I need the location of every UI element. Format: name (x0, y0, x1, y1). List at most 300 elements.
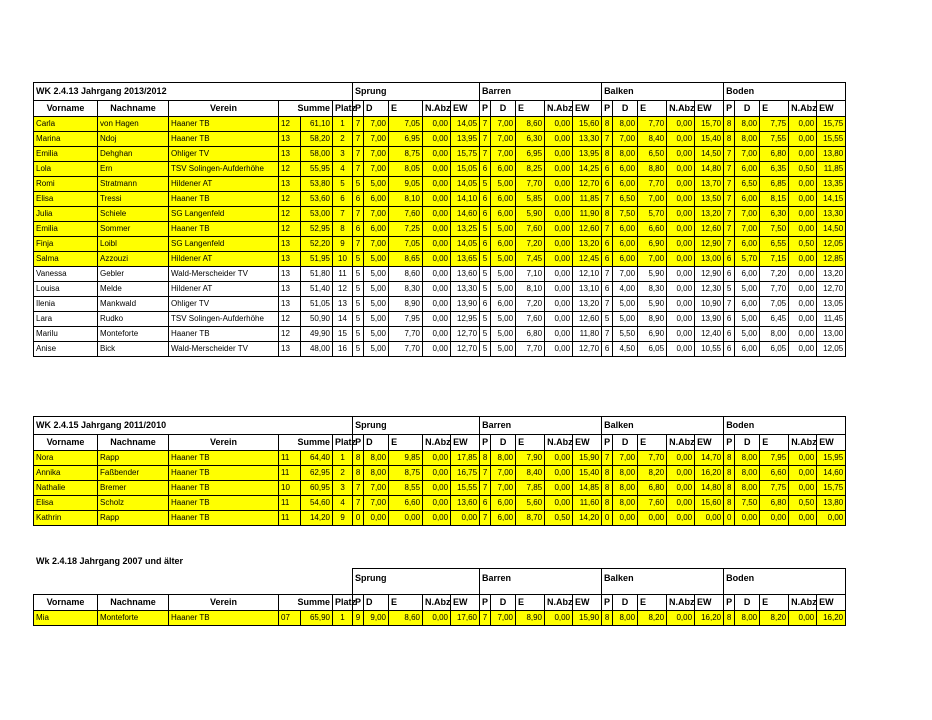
cell: 7 (353, 117, 364, 132)
cell: 14,15 (817, 192, 846, 207)
cell: 7,00 (735, 222, 760, 237)
cell: 6 (602, 162, 613, 177)
cell: 8 (602, 496, 613, 511)
cell: Anise (34, 342, 98, 357)
column-header: EW (817, 595, 846, 611)
cell: 7,00 (491, 147, 516, 162)
cell: Haaner TB (169, 117, 279, 132)
cell: Hildener AT (169, 177, 279, 192)
result-row (34, 132, 846, 147)
column-header: P (602, 435, 613, 451)
section-header-row (34, 569, 846, 595)
column-header: N.Abz (789, 101, 817, 117)
cell: 3 (333, 481, 353, 496)
cell: 0,00 (667, 132, 695, 147)
cell: 0,00 (423, 282, 451, 297)
cell: 8 (724, 611, 735, 626)
cell: 6,05 (638, 342, 667, 357)
cell: 15,40 (573, 466, 602, 481)
cell: 8,00 (735, 117, 760, 132)
cell: 0,00 (423, 511, 451, 526)
cell: 0,00 (423, 117, 451, 132)
cell: 17,60 (451, 611, 480, 626)
column-header: D (735, 435, 760, 451)
cell: 0,00 (789, 327, 817, 342)
cell: 7 (353, 496, 364, 511)
cell: 5 (480, 252, 491, 267)
column-header: N.Abz (423, 101, 451, 117)
cell: 8,00 (613, 147, 638, 162)
cell: 5,70 (638, 207, 667, 222)
cell: TSV Solingen-Aufderhöhe (169, 162, 279, 177)
cell: 13 (279, 177, 301, 192)
cell: 13,05 (817, 297, 846, 312)
cell: 12,70 (817, 282, 846, 297)
column-header: E (516, 595, 545, 611)
cell: Gebler (98, 267, 169, 282)
cell: 0,00 (667, 147, 695, 162)
cell: 5 (480, 327, 491, 342)
cell: Louisa (34, 282, 98, 297)
cell: 13,95 (451, 132, 480, 147)
cell: 8,00 (735, 132, 760, 147)
column-header: EW (817, 435, 846, 451)
cell: 8 (602, 117, 613, 132)
cell: 7,00 (613, 132, 638, 147)
cell: 6,05 (760, 342, 789, 357)
column-header: Vorname (34, 435, 98, 451)
cell: Schiele (98, 207, 169, 222)
cell: 6 (724, 342, 735, 357)
cell: 11,85 (573, 192, 602, 207)
column-header: P (480, 435, 491, 451)
cell: 13 (279, 282, 301, 297)
cell: 7,60 (516, 312, 545, 327)
cell: 15,75 (451, 147, 480, 162)
cell: 17,85 (451, 451, 480, 466)
cell: 14,50 (695, 147, 724, 162)
apparatus-sprung: Sprung (353, 417, 480, 435)
column-header: N.Abz (789, 595, 817, 611)
cell: 7,00 (735, 147, 760, 162)
cell: 7,20 (516, 237, 545, 252)
cell: 64,40 (301, 451, 333, 466)
cell: 12,10 (573, 267, 602, 282)
cell: 8,40 (516, 466, 545, 481)
cell: 8 (602, 147, 613, 162)
cell: 0,00 (423, 312, 451, 327)
cell: 60,95 (301, 481, 333, 496)
cell: 8,00 (735, 466, 760, 481)
cell: 6,00 (735, 237, 760, 252)
column-header: Summe (279, 101, 333, 117)
cell: 0,00 (789, 481, 817, 496)
column-header: E (389, 435, 423, 451)
cell: 7,00 (364, 162, 389, 177)
cell: 0,00 (423, 162, 451, 177)
cell: 0,00 (545, 117, 573, 132)
cell: 13 (279, 252, 301, 267)
cell: 6 (602, 237, 613, 252)
cell: 0,00 (817, 511, 846, 526)
cell: 0,00 (667, 511, 695, 526)
cell: 7,00 (364, 117, 389, 132)
cell: 13,20 (817, 267, 846, 282)
cell: 8,75 (389, 147, 423, 162)
cell: 7,70 (516, 342, 545, 357)
cell: 9,00 (364, 611, 389, 626)
column-header: EW (573, 435, 602, 451)
cell: 12,85 (817, 252, 846, 267)
cell: 11 (279, 511, 301, 526)
cell: 12,30 (695, 282, 724, 297)
apparatus-boden: Boden (724, 417, 846, 435)
cell: 15,60 (695, 496, 724, 511)
cell: Haaner TB (169, 496, 279, 511)
cell: 8,40 (638, 132, 667, 147)
column-header: Nachname (98, 101, 169, 117)
cell: 5,00 (491, 342, 516, 357)
column-header: P (724, 595, 735, 611)
cell: 0,00 (423, 611, 451, 626)
cell: 7 (353, 162, 364, 177)
cell: 0,50 (789, 496, 817, 511)
cell: 8,60 (389, 611, 423, 626)
cell: 49,90 (301, 327, 333, 342)
cell: 12,70 (573, 342, 602, 357)
section-header-row (34, 83, 846, 101)
cell: 0,50 (789, 237, 817, 252)
column-header: EW (695, 101, 724, 117)
result-row (34, 207, 846, 222)
cell: 15,75 (817, 117, 846, 132)
cell: 8,70 (516, 511, 545, 526)
cell: 7,70 (638, 177, 667, 192)
cell: Romi (34, 177, 98, 192)
cell: 8 (480, 451, 491, 466)
cell: Nathalie (34, 481, 98, 496)
column-header: E (516, 101, 545, 117)
cell: Hildener AT (169, 252, 279, 267)
cell: 8,00 (735, 481, 760, 496)
cell: 0,00 (545, 132, 573, 147)
cell: 7,55 (760, 132, 789, 147)
cell: 6,00 (491, 162, 516, 177)
cell: 6 (724, 327, 735, 342)
cell: 0 (724, 511, 735, 526)
cell: 7,05 (389, 237, 423, 252)
result-row (34, 466, 846, 481)
cell: 6,60 (760, 466, 789, 481)
cell: 11,45 (817, 312, 846, 327)
cell: 6,95 (389, 132, 423, 147)
cell: 6,90 (638, 327, 667, 342)
cell: 10 (333, 252, 353, 267)
cell: 0,00 (667, 162, 695, 177)
cell: 7,00 (364, 207, 389, 222)
cell: 5,00 (735, 327, 760, 342)
cell: 7 (353, 132, 364, 147)
cell: 6,00 (491, 496, 516, 511)
cell: 6 (724, 267, 735, 282)
cell: 13,25 (451, 222, 480, 237)
cell: 11 (279, 451, 301, 466)
column-header: D (613, 435, 638, 451)
cell: 5,60 (516, 496, 545, 511)
cell: 12 (279, 327, 301, 342)
cell: 8,55 (389, 481, 423, 496)
cell: Ndoj (98, 132, 169, 147)
cell: 6,80 (638, 481, 667, 496)
column-header: EW (817, 101, 846, 117)
cell: 0,00 (451, 511, 480, 526)
cell: 0,00 (423, 466, 451, 481)
section-title: WK 2.4.15 Jahrgang 2011/2010 (34, 417, 353, 435)
cell: 5 (724, 282, 735, 297)
cell: 6 (602, 282, 613, 297)
cell: 7,00 (364, 237, 389, 252)
cell: Ohliger TV (169, 297, 279, 312)
column-header: P (602, 595, 613, 611)
cell: 0,00 (789, 132, 817, 147)
cell: 0,00 (423, 481, 451, 496)
cell: 0,00 (667, 466, 695, 481)
result-row (34, 267, 846, 282)
cell: 5,00 (364, 297, 389, 312)
cell: 3 (333, 147, 353, 162)
cell: Sommer (98, 222, 169, 237)
cell: 0,00 (545, 451, 573, 466)
cell: 13,30 (451, 282, 480, 297)
cell: 0,00 (423, 222, 451, 237)
cell: 14,25 (573, 162, 602, 177)
cell: 0,00 (613, 511, 638, 526)
cell: 7,10 (516, 267, 545, 282)
cell: 8,60 (516, 117, 545, 132)
cell: 16,20 (817, 611, 846, 626)
cell: 13,20 (573, 297, 602, 312)
cell: 13,20 (573, 237, 602, 252)
cell: 8,90 (516, 611, 545, 626)
column-header: E (389, 101, 423, 117)
cell: 7,00 (613, 451, 638, 466)
cell: 7,00 (491, 481, 516, 496)
cell: 5,00 (491, 327, 516, 342)
cell: 12 (279, 222, 301, 237)
cell: Scholz (98, 496, 169, 511)
cell: 12,90 (695, 267, 724, 282)
cell: 5,00 (364, 252, 389, 267)
cell: 5 (480, 282, 491, 297)
cell: 6,00 (364, 192, 389, 207)
cell: 7,00 (364, 496, 389, 511)
apparatus-sprung: Sprung (353, 569, 480, 595)
cell: 7,00 (491, 132, 516, 147)
results-table-wk-2-4-18 (33, 568, 846, 626)
cell: 0 (602, 511, 613, 526)
cell: 5 (480, 177, 491, 192)
column-header: Vorname (34, 595, 98, 611)
column-header: D (613, 595, 638, 611)
cell: 6,00 (735, 342, 760, 357)
cell: 11 (279, 466, 301, 481)
cell: 4 (333, 162, 353, 177)
cell: 5,00 (613, 312, 638, 327)
cell: 0,00 (545, 481, 573, 496)
cell: 8,10 (516, 282, 545, 297)
cell: 0,00 (789, 297, 817, 312)
cell: 8 (602, 611, 613, 626)
cell: 15,55 (451, 481, 480, 496)
cell: Haaner TB (169, 192, 279, 207)
cell: 0,50 (789, 162, 817, 177)
cell: 8,25 (516, 162, 545, 177)
cell: 0,00 (667, 481, 695, 496)
cell: 0,00 (423, 132, 451, 147)
cell: 7,00 (364, 132, 389, 147)
cell: 5,00 (735, 312, 760, 327)
column-header: E (638, 101, 667, 117)
column-header: E (516, 435, 545, 451)
cell: Loibl (98, 237, 169, 252)
cell: 6,30 (516, 132, 545, 147)
cell: 5,70 (735, 252, 760, 267)
cell: 0,00 (545, 342, 573, 357)
cell: 7 (602, 451, 613, 466)
cell: Lara (34, 312, 98, 327)
cell: 62,95 (301, 466, 333, 481)
cell: 07 (279, 611, 301, 626)
column-header: N.Abz (667, 435, 695, 451)
cell: 6,80 (760, 496, 789, 511)
cell: 5 (353, 342, 364, 357)
cell: 14,05 (451, 177, 480, 192)
section-title: WK 2.4.13 Jahrgang 2013/2012 (34, 83, 353, 101)
cell: 5,00 (491, 282, 516, 297)
cell: 9,05 (389, 177, 423, 192)
cell: 5 (480, 312, 491, 327)
cell: Mia (34, 611, 98, 626)
cell: 14,60 (817, 466, 846, 481)
cell: 7,00 (735, 207, 760, 222)
cell: 6,00 (735, 192, 760, 207)
cell: 0,00 (545, 237, 573, 252)
cell: 0,00 (789, 147, 817, 162)
cell: Wald-Merscheider TV (169, 342, 279, 357)
cell: 10,55 (695, 342, 724, 357)
cell: 0,00 (667, 222, 695, 237)
cell: 7 (602, 132, 613, 147)
cell: 0,00 (667, 297, 695, 312)
cell: 5 (480, 267, 491, 282)
result-row (34, 162, 846, 177)
cell: 7 (724, 222, 735, 237)
cell: Ilenia (34, 297, 98, 312)
cell: 14,85 (573, 481, 602, 496)
cell: 8,65 (389, 252, 423, 267)
cell: 7 (480, 147, 491, 162)
cell: 13 (279, 237, 301, 252)
column-header: D (613, 101, 638, 117)
cell: 6,00 (491, 511, 516, 526)
cell: 14,20 (573, 511, 602, 526)
result-row (34, 147, 846, 162)
cell: SG Langenfeld (169, 237, 279, 252)
cell: 14,80 (695, 162, 724, 177)
column-header: P (724, 435, 735, 451)
cell: 13,95 (573, 147, 602, 162)
cell: Monteforte (98, 611, 169, 626)
cell: 0,00 (545, 147, 573, 162)
cell: 7 (602, 267, 613, 282)
result-row (34, 252, 846, 267)
cell: Marina (34, 132, 98, 147)
cell: 7,75 (760, 117, 789, 132)
cell: 15,05 (451, 162, 480, 177)
column-header: P (724, 101, 735, 117)
cell: 4,00 (613, 282, 638, 297)
column-header: D (491, 435, 516, 451)
cell: 6,00 (364, 222, 389, 237)
section-title-wk-2-4-18: Wk 2.4.18 Jahrgang 2007 und älter (36, 556, 184, 566)
cell: 0,00 (423, 237, 451, 252)
result-row (34, 327, 846, 342)
cell: 0,00 (423, 252, 451, 267)
column-header: D (491, 595, 516, 611)
cell: 5,00 (735, 282, 760, 297)
cell: 0,00 (545, 496, 573, 511)
results-table-wk-2-4-13 (33, 82, 846, 357)
cell: 12,60 (695, 222, 724, 237)
cell: 0,00 (423, 496, 451, 511)
cell: 7 (724, 177, 735, 192)
cell: TSV Solingen-Aufderhöhe (169, 312, 279, 327)
cell: Wald-Merscheider TV (169, 267, 279, 282)
column-header: D (364, 101, 389, 117)
cell: 13,65 (451, 252, 480, 267)
cell: 5,00 (491, 267, 516, 282)
result-row (34, 282, 846, 297)
cell: Stratmann (98, 177, 169, 192)
cell: Elisa (34, 496, 98, 511)
column-header: D (491, 101, 516, 117)
result-row (34, 117, 846, 132)
cell: 16,20 (695, 466, 724, 481)
cell: 7 (333, 207, 353, 222)
cell: Azzouzi (98, 252, 169, 267)
cell: Rudko (98, 312, 169, 327)
result-row (34, 237, 846, 252)
column-header: EW (451, 101, 480, 117)
cell: 8,00 (613, 466, 638, 481)
cell: 7,70 (760, 282, 789, 297)
column-header: EW (695, 435, 724, 451)
cell: 13,00 (817, 327, 846, 342)
cell: 0,00 (638, 511, 667, 526)
cell: 7,90 (516, 451, 545, 466)
cell: 0,00 (423, 451, 451, 466)
cell: 0,00 (545, 611, 573, 626)
cell: 13 (279, 147, 301, 162)
apparatus-balken: Balken (602, 569, 724, 595)
cell: Tressi (98, 192, 169, 207)
cell: 0,00 (789, 177, 817, 192)
cell: 5,00 (491, 177, 516, 192)
cell: 13,30 (817, 207, 846, 222)
cell: 6 (480, 297, 491, 312)
cell: 13,70 (695, 177, 724, 192)
cell: 7 (602, 327, 613, 342)
